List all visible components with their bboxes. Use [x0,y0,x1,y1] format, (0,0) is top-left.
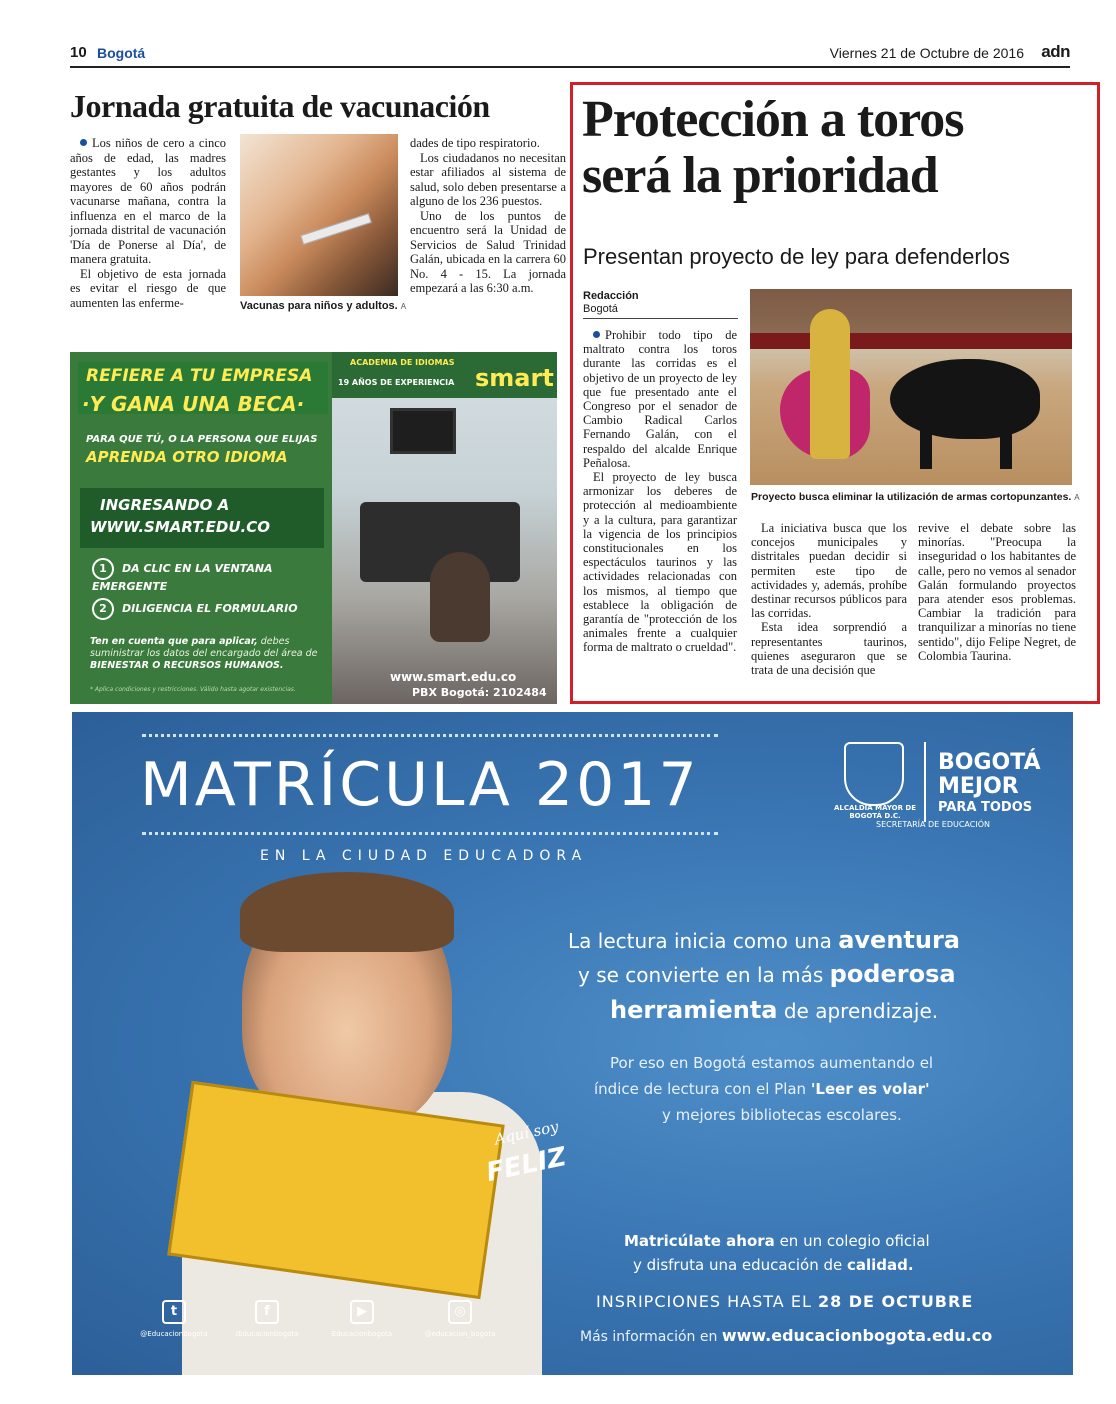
smart-ad-step: 2 DILIGENCIA EL FORMULARIO [92,598,322,620]
alcaldia-label: ALCALDÍA MAYOR DE BOGOTÁ D.C. [833,804,917,820]
matricula-text-3: y mejores bibliotecas escolares. [662,1106,902,1124]
bogota-crest-icon [844,742,904,806]
smart-ad-phone: PBX Bogotá: 2102484 [412,686,547,699]
arena-wall [750,333,1072,349]
matricula-text-2: índice de lectura con el Plan 'Leer es volar' [594,1080,930,1098]
vacunacion-paragraph: Los ciudadanos no necesitan estar afiliados al sistema de salud, solo deben presentarse a alguno de los 236 puestos. [410,150,566,208]
bull-leg-shape [1000,429,1012,469]
dotted-rule [142,734,718,737]
syringe-shape [300,213,372,245]
bullfight-photo [750,289,1072,485]
smart-ad-subline: PARA QUE TÚ, O LA PERSONA QUE ELIJAS [86,434,318,445]
logo-divider [924,742,926,822]
smart-ad-note: Ten en cuenta que para aplicar, debes suministrar los datos del encargado del área de BIENESTAR O RECURSOS HUMANOS. [90,636,318,671]
newspaper-logo: adn [1041,42,1070,61]
instagram-icon: ◎ [448,1300,472,1324]
toros-byline: Redacción [583,290,639,302]
vacunacion-caption: Vacunas para niños y adultos. A [240,300,407,312]
smart-advertisement [70,352,557,704]
smart-ad-years: 19 AÑOS DE EXPERIENCIA [338,378,455,387]
smart-ad-headline-1: REFIERE A TU EMPRESA [86,366,313,386]
bull-shape [890,359,1040,439]
smart-ad-url: WWW.SMART.EDU.CO [90,518,270,536]
person-shape [430,552,490,642]
vacunacion-paragraph: El objetivo de esta jornada es evitar el riesgo de que aumenten las enferme- [70,266,226,310]
matricula-tagline: EN LA CIUDAD EDUCADORA [260,848,588,864]
smart-ad-ingresando: INGRESANDO A [100,496,230,514]
facebook-icon: f [255,1300,279,1324]
toros-paragraph: El proyecto de ley busca armonizar los deberes de protección al medioambiente y a la cultura, para garantizar la vigencia de los principios constitucionales en los espectáculos taurinos y las actividades relacionadas con los mismos, al tiempo que establece la obligación de garantía de "protección de los animales frente a cualquier forma de maltrato o crueldad". [583,470,737,655]
smart-ad-headline-2: ·Y GANA UNA BECA· [82,392,305,416]
matricula-advertisement [72,712,1073,1375]
inscripciones-deadline: INSRIPCIONES HASTA EL 28 DE OCTUBRE [596,1292,974,1311]
toros-location: Bogotá [583,303,618,315]
bogota-logo-line-1: BOGOTÁ [938,750,1041,775]
smart-ad-fine-print: * Aplica condiciones y restricciones. Válido hasta agotar existencias. [90,686,296,693]
smart-ad-academy: ACADEMIA DE IDIOMAS [350,358,455,367]
social-youtube: ▶ Educacionbogota [322,1300,402,1338]
toros-paragraph: Esta idea sorprendió a representantes taurinos, quienes aseguraron que se trata de una decisión que [751,620,907,678]
matricula-slogan-1: La lectura inicia como una aventura [568,926,960,954]
toros-column-2 [751,521,907,677]
smart-ad-website: www.smart.edu.co [390,670,517,684]
toros-column-1 [583,328,737,655]
bullet-icon [80,139,87,146]
toros-headline: Protección a toros será la prioridad [582,91,964,204]
header-rule [70,66,1070,68]
secretaria-label: SECRETARÍA DE EDUCACIÓN [876,820,990,829]
bogota-logo-line-2: MEJOR [938,774,1019,799]
boy-hair-shape [240,872,454,952]
matricula-cta-1: Matricúlate ahora en un colegio oficial [624,1232,930,1250]
vacunacion-paragraph: Uno de los puntos de encuentro será la Unidad de Servicios de Salud Trinidad Galán, ubicada en la carrera 60 No. 4 - 15. La jornada empezará a las 6:30 a.m. [410,208,566,295]
section-name: Bogotá [97,45,146,61]
matricula-slogan-2: y se convierte en la más poderosa [578,960,956,988]
social-facebook: f /Educacionbogota [227,1300,307,1338]
smart-logo: smart [475,364,554,392]
bullet-icon [593,331,600,338]
vacunacion-paragraph: dades de tipo respiratorio. [410,136,540,150]
twitter-icon: t [162,1300,186,1324]
social-twitter: t @Educacionbogota [134,1300,214,1338]
matador-shape [810,309,850,459]
feliz-big-text: FELIZ [483,1141,569,1189]
page-number: 10 [70,44,87,61]
issue-date: Viernes 21 de Octubre de 2016 [829,45,1024,61]
page-header [70,42,1070,68]
byline-rule [583,318,738,319]
toros-subheadline: Presentan proyecto de ley para defenderlos [583,244,1010,269]
matricula-title: MATRÍCULA 2017 [140,750,700,820]
vacunacion-column-2 [410,136,566,296]
dotted-rule [142,832,718,835]
matricula-slogan-3: herramienta de aprendizaje. [610,996,939,1024]
more-info-line: Más información en www.educacionbogota.edu.co [580,1326,993,1345]
social-instagram: ◎ @educacion_bogota [420,1300,500,1338]
smart-ad-highlight: APRENDA OTRO IDIOMA [86,448,288,466]
toros-column-3 [918,521,1076,663]
tv-shape [390,408,456,454]
toros-caption: Proyecto busca eliminar la utilización de armas cortopunzantes. A [751,491,1080,503]
vacunacion-column-1 [70,136,226,310]
toros-paragraph: revive el debate sobre las minorías. "Preocupa la inseguridad o los habitantes de calle, pero no vemos al senador Galán formulando proyectos para atender esos problemas. Cambiar la tradición para tranquilizar a minorías no tiene sentido", dijo Felipe Negret, de Colombia Taurina. [918,521,1076,663]
vacunacion-photo [240,134,398,296]
youtube-icon: ▶ [350,1300,374,1324]
toros-paragraph: La iniciativa busca que los concejos municipales y distritales puedan decidir si permiten este tipo de actividades y, además, prohíbe destinar recursos públicos para las corridas. [751,521,907,621]
toros-paragraph: Prohibir todo tipo de maltrato contra los toros durante las corridas es el objetivo de un proyecto de ley que fue presentado ante el Congreso por el senador de Cambio Radical Carlos Fernando Galán, con el respaldo del alcalde Enrique Peñalosa. [583,328,737,470]
matricula-text-1: Por eso en Bogotá estamos aumentando el [610,1054,934,1072]
vacunacion-headline: Jornada gratuita de vacunación [70,88,490,124]
bogota-logo-line-3: PARA TODOS [938,800,1033,815]
matricula-cta-2: y disfruta una educación de calidad. [633,1256,914,1274]
smart-ad-step: 1 DA CLIC EN LA VENTANA EMERGENTE [92,558,322,593]
vacunacion-paragraph: Los niños de cero a cinco años de edad, las madres gestantes y los adultos mayores de 60 años podrán vacunarse mañana, contra la influenza en el marco de la jornada distrital de vacunación 'Día de Ponerse al Día', de manera gratuita. [70,136,226,266]
feliz-small-text: Aquí soy [492,1117,561,1149]
bull-leg-shape [920,429,932,469]
